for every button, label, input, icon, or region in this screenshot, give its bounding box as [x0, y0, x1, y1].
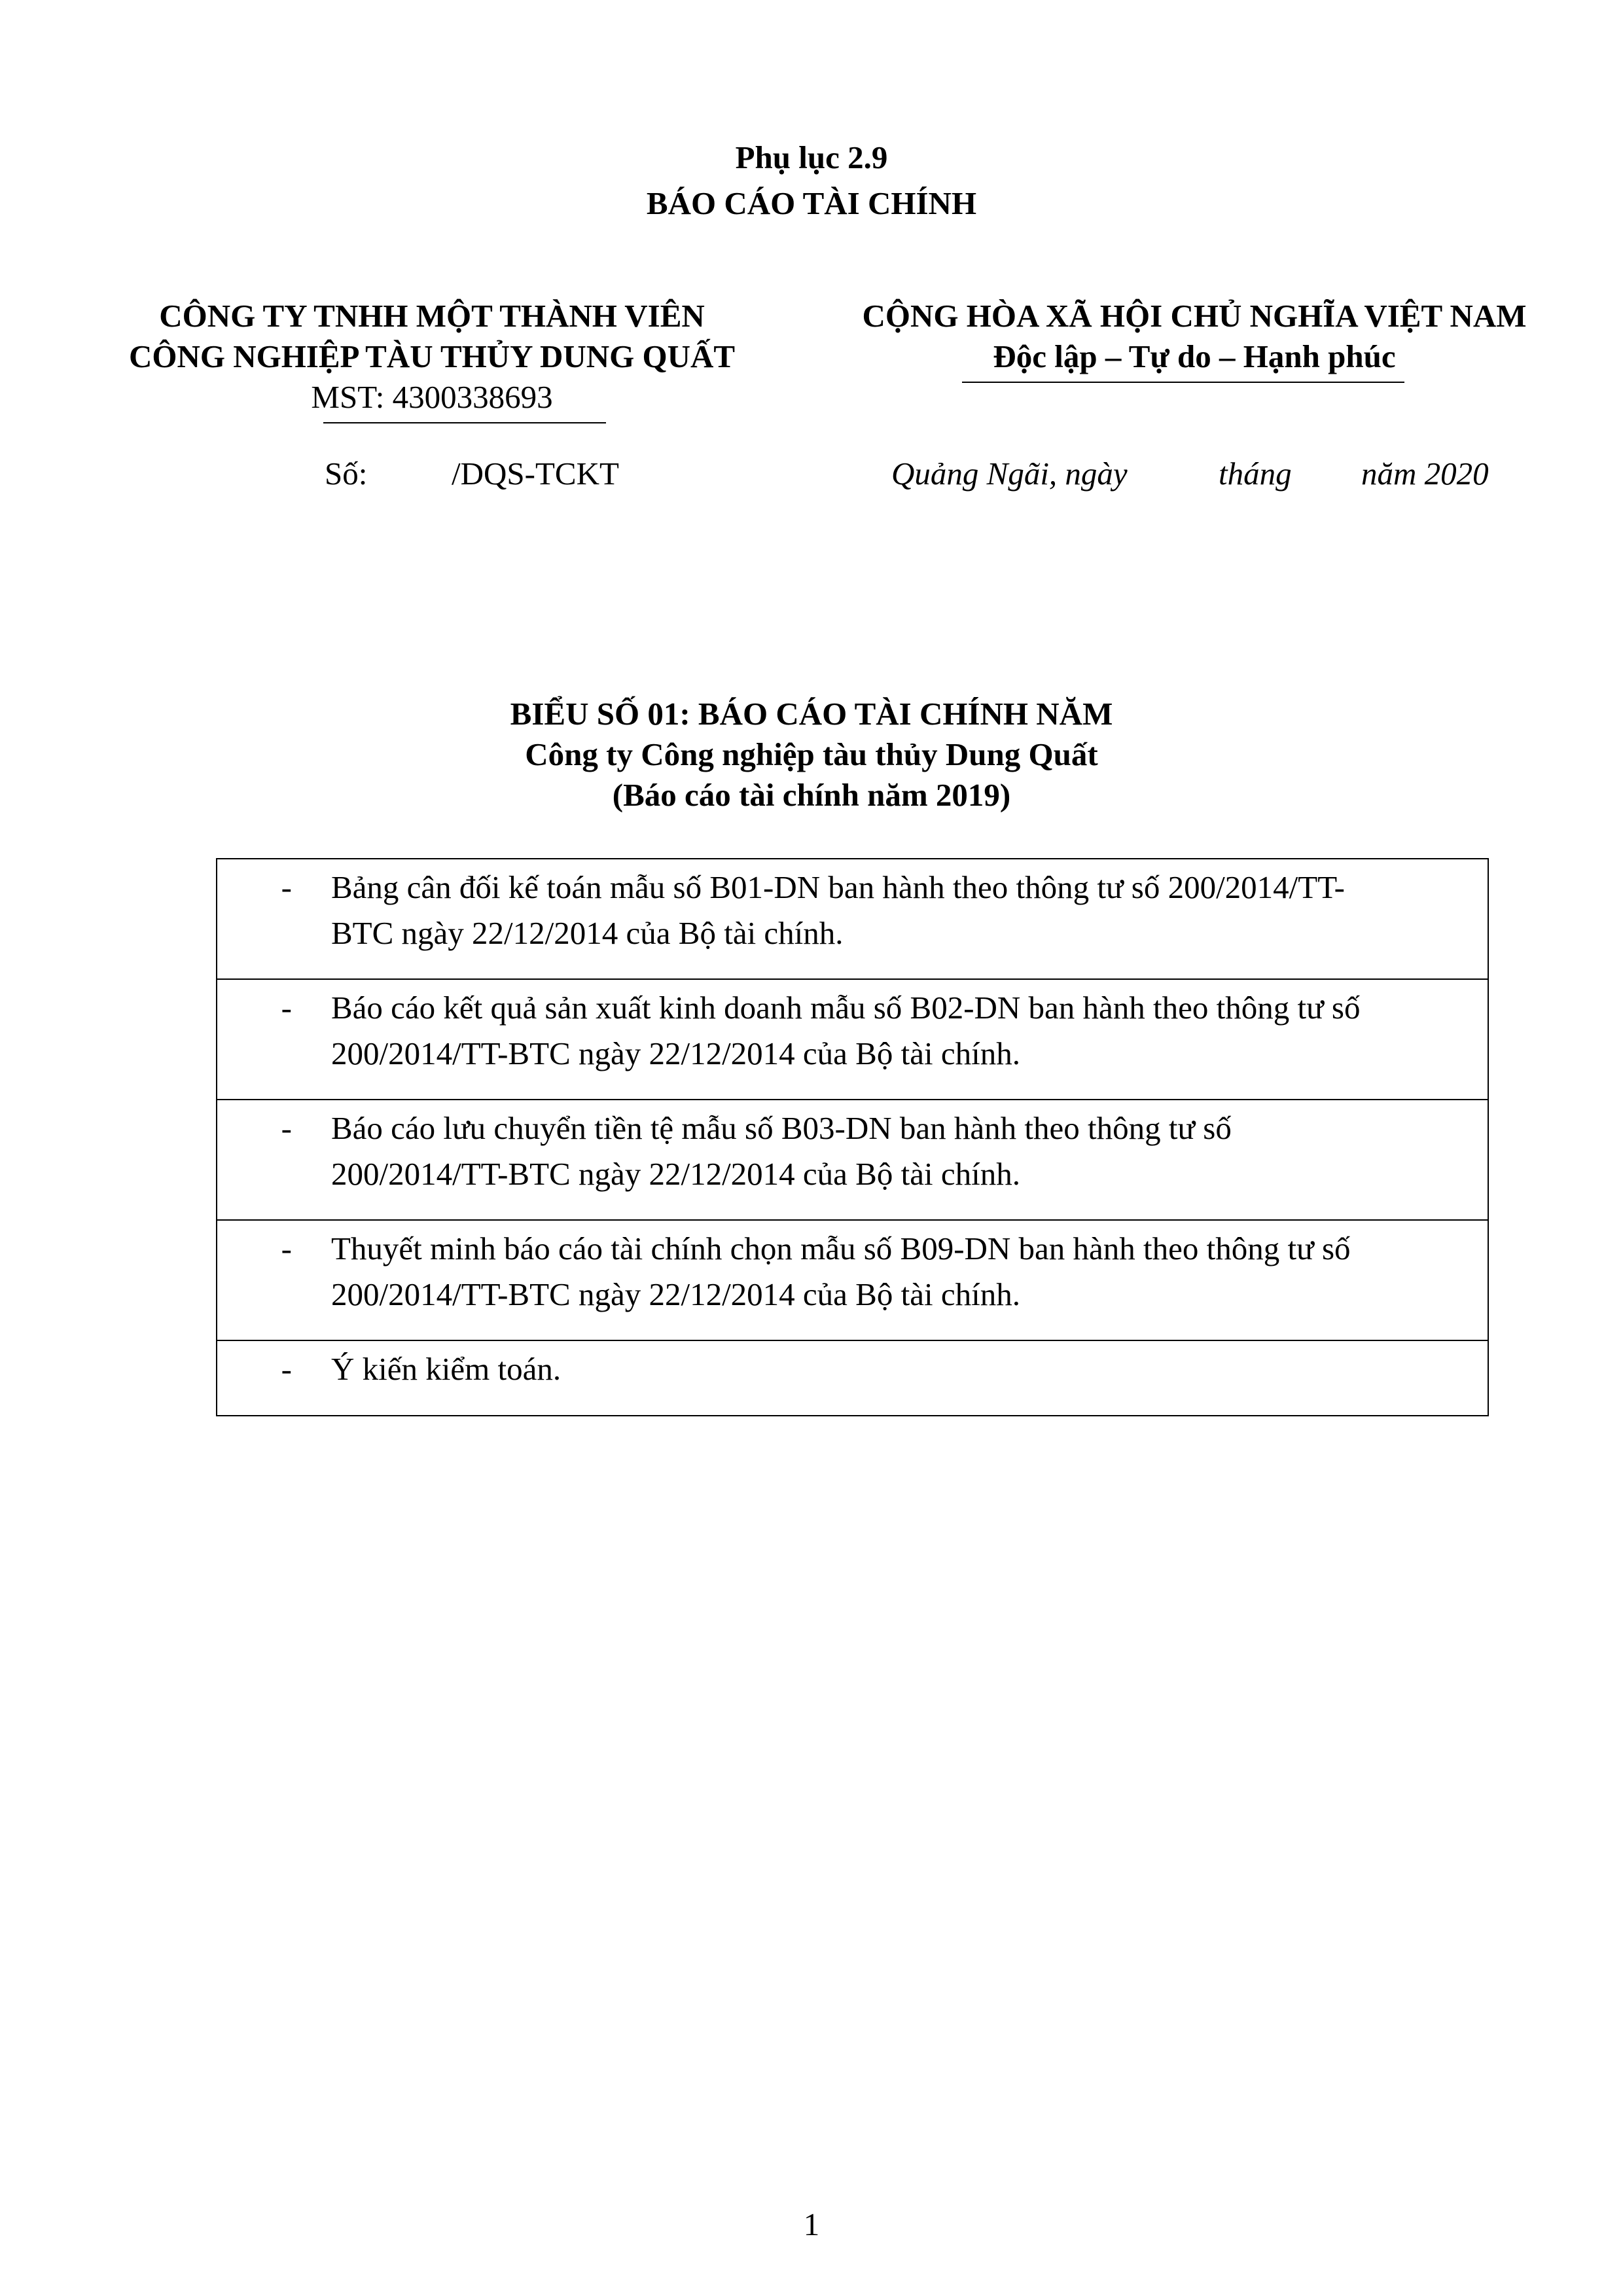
- form-title: BIỂU SỐ 01: BÁO CÁO TÀI CHÍNH NĂM: [510, 696, 1113, 732]
- appendix-title: Phụ lục 2.9: [735, 139, 888, 175]
- form-subtitle: (Báo cáo tài chính năm 2019): [612, 777, 1011, 813]
- doc-number-value: /DQS-TCKT: [452, 456, 619, 492]
- tax-code: MST: 4300338693: [311, 379, 553, 415]
- nation-header: [825, 296, 1564, 377]
- doc-number-label: Số:: [325, 456, 368, 492]
- table-row: [217, 979, 1488, 1100]
- item-text: [331, 1226, 1488, 1318]
- report-items-table: [216, 858, 1489, 1416]
- dash-bullet: -: [281, 1110, 292, 1146]
- item-text: [331, 1105, 1488, 1197]
- item-line: Bảng cân đối kế toán mẫu số B01-DN ban hành theo thông tư số 200/2014/TT-: [331, 869, 1345, 905]
- dash-bullet: -: [281, 1230, 292, 1266]
- form-title-block: [0, 694, 1623, 816]
- item-line: Báo cáo lưu chuyển tiền tệ mẫu số B03-DN ban hành theo thông tư số: [331, 1110, 1232, 1146]
- item-line: BTC ngày 22/12/2014 của Bộ tài chính.: [331, 915, 844, 951]
- table-row: [217, 1220, 1488, 1340]
- dash-bullet: -: [281, 1351, 292, 1387]
- company-underline: [323, 422, 606, 423]
- dash-bullet: -: [281, 869, 292, 905]
- item-line: Thuyết minh báo cáo tài chính chọn mẫu số B09-DN ban hành theo thông tư số: [331, 1230, 1351, 1266]
- item-text: [331, 1346, 1488, 1392]
- item-line: 200/2014/TT-BTC ngày 22/12/2014 của Bộ tài chính.: [331, 1276, 1020, 1312]
- date-year: năm 2020: [1361, 456, 1489, 492]
- form-company: Công ty Công nghiệp tàu thủy Dung Quất: [525, 736, 1098, 772]
- table-row: [217, 1100, 1488, 1220]
- company-name-line1: CÔNG TY TNHH MỘT THÀNH VIÊN: [159, 298, 705, 334]
- item-line: Báo cáo kết quả sản xuất kinh doanh mẫu số B02-DN ban hành theo thông tư số: [331, 990, 1361, 1026]
- item-line: 200/2014/TT-BTC ngày 22/12/2014 của Bộ tài chính.: [331, 1156, 1020, 1192]
- report-title: BÁO CÁO TÀI CHÍNH: [646, 185, 977, 221]
- item-text: [331, 985, 1488, 1077]
- item-text: [331, 865, 1488, 956]
- company-header: [105, 296, 759, 418]
- item-line: 200/2014/TT-BTC ngày 22/12/2014 của Bộ tài chính.: [331, 1035, 1020, 1071]
- nation-name: CỘNG HÒA XÃ HỘI CHỦ NGHĨA VIỆT NAM: [862, 298, 1527, 334]
- dash-bullet: -: [281, 990, 292, 1026]
- date-month: tháng: [1219, 456, 1292, 492]
- nation-motto: Độc lập – Tự do – Hạnh phúc: [993, 338, 1396, 374]
- motto-underline: [962, 382, 1404, 383]
- date-place-day: Quảng Ngãi, ngày: [891, 456, 1128, 492]
- item-line: Ý kiến kiểm toán.: [331, 1351, 562, 1387]
- page-number: 1: [803, 2206, 820, 2242]
- table-row: [217, 1340, 1488, 1416]
- table-row: [217, 859, 1488, 979]
- company-name-line2: CÔNG NGHIỆP TÀU THỦY DUNG QUẤT: [128, 338, 736, 374]
